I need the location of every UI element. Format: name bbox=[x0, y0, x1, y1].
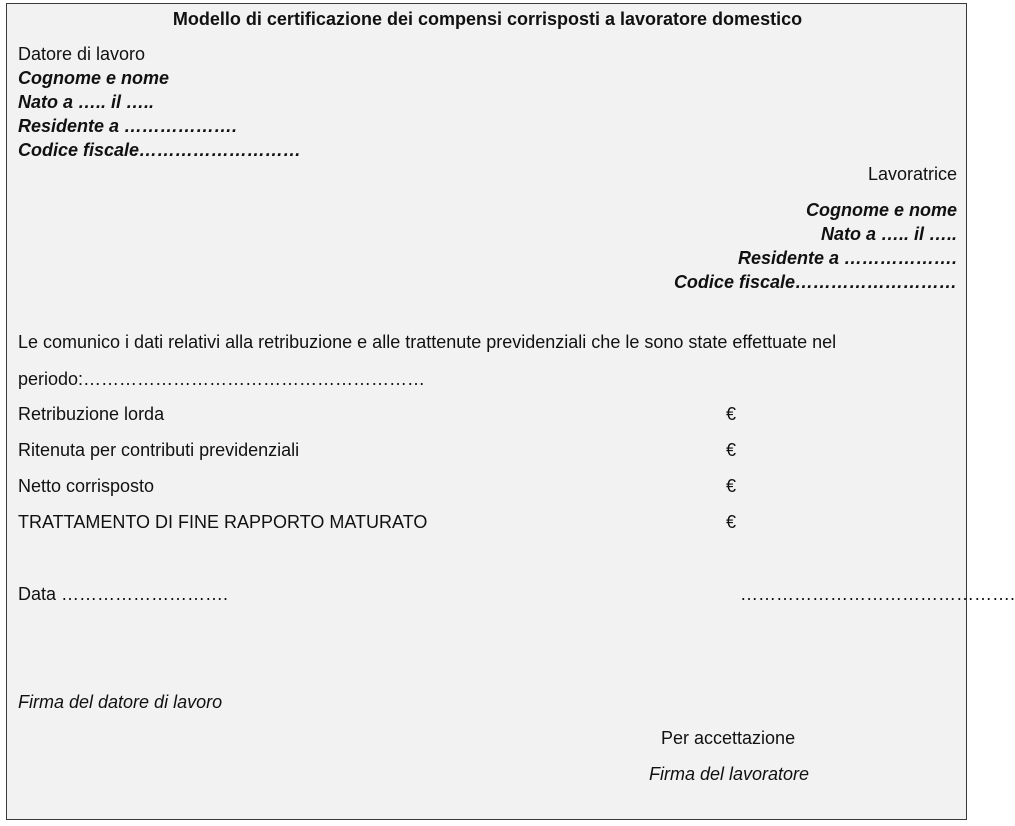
employer-residence-field: Residente a ………………. bbox=[18, 116, 238, 136]
gross-pay-label: Retribuzione lorda bbox=[18, 404, 165, 424]
net-pay-label: Netto corrisposto bbox=[18, 476, 155, 496]
gross-pay-currency: € bbox=[726, 404, 737, 424]
certificate-form bbox=[6, 3, 1015, 820]
employer-birth-field: Nato a ….. il ….. bbox=[18, 92, 155, 112]
severance-label: TRATTAMENTO DI FINE RAPPORTO MATURATO bbox=[18, 512, 428, 532]
employer-name-field: Cognome e nome bbox=[18, 68, 170, 88]
date-field: Data ………………………. bbox=[18, 584, 229, 604]
employer-tax-code-field: Codice fiscale……………………… bbox=[18, 140, 302, 160]
worker-heading: Lavoratrice bbox=[867, 164, 957, 184]
document-title: Modello di certificazione dei compensi corrisposti a lavoratore domestico bbox=[172, 9, 803, 29]
signature-dotted-line: ………………………………………. bbox=[740, 584, 1015, 604]
employer-signature-label: Firma del datore di lavoro bbox=[18, 692, 223, 712]
worker-name-field: Cognome e nome bbox=[805, 200, 957, 220]
acceptance-label: Per accettazione bbox=[661, 728, 796, 748]
body-text-line-1: Le comunico i dati relativi alla retribuzione e alle trattenute previdenziali che le sono state effettuate nel bbox=[18, 332, 837, 352]
severance-currency: € bbox=[726, 512, 737, 532]
employer-heading: Datore di lavoro bbox=[18, 44, 146, 64]
body-text-period: periodo:………………………………………………… bbox=[18, 369, 426, 389]
worker-birth-field: Nato a ….. il ….. bbox=[820, 224, 957, 244]
worker-signature-label: Firma del lavoratore bbox=[649, 764, 810, 784]
worker-tax-code-field: Codice fiscale……………………… bbox=[673, 272, 957, 292]
contributions-label: Ritenuta per contributi previdenziali bbox=[18, 440, 300, 460]
net-pay-currency: € bbox=[726, 476, 737, 496]
worker-residence-field: Residente a ………………. bbox=[737, 248, 957, 268]
contributions-currency: € bbox=[726, 440, 737, 460]
